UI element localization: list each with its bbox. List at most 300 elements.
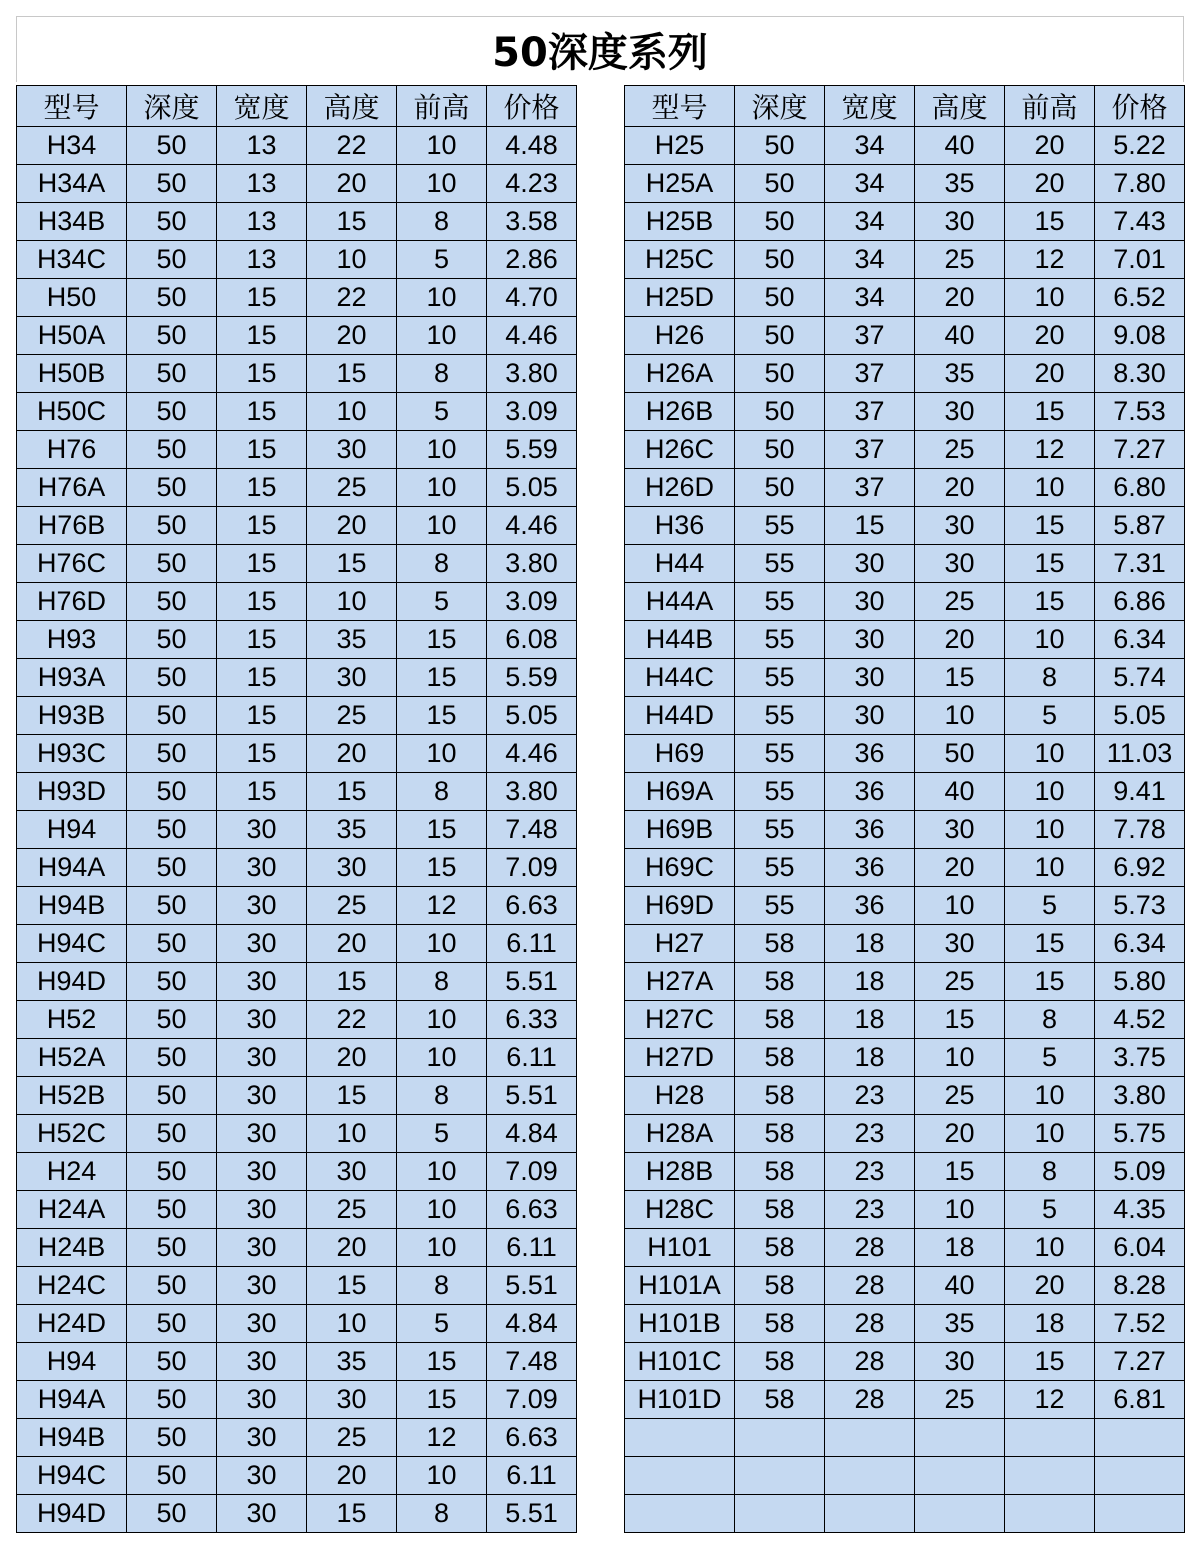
- table-row: [625, 127, 1185, 165]
- cell-front-height: 8: [397, 1077, 487, 1115]
- cell-height: 50: [915, 735, 1005, 773]
- cell-model: H76A: [17, 469, 127, 507]
- cell-price: 6.92: [1095, 849, 1185, 887]
- cell-model: H93B: [17, 697, 127, 735]
- cell-price: 11.03: [1095, 735, 1185, 773]
- cell-front-height: 15: [1005, 507, 1095, 545]
- cell-depth: 58: [735, 1039, 825, 1077]
- cell-height: 15: [307, 545, 397, 583]
- cell-model: H26: [625, 317, 735, 355]
- table-row: [625, 1039, 1185, 1077]
- cell-front-height: 5: [397, 1115, 487, 1153]
- cell-depth: 50: [127, 849, 217, 887]
- cell-front-height: 20: [1005, 127, 1095, 165]
- cell-price: 7.27: [1095, 431, 1185, 469]
- cell-depth: 55: [735, 811, 825, 849]
- cell-price: 6.86: [1095, 583, 1185, 621]
- cell-price: 5.59: [487, 431, 577, 469]
- cell-model: H25C: [625, 241, 735, 279]
- cell-height: 40: [915, 773, 1005, 811]
- cell-depth: 55: [735, 849, 825, 887]
- cell-model: H28: [625, 1077, 735, 1115]
- cell-depth: 55: [735, 621, 825, 659]
- cell-height: 30: [915, 925, 1005, 963]
- table-row: [17, 621, 577, 659]
- cell-model: H76: [17, 431, 127, 469]
- cell-height: 30: [307, 1381, 397, 1419]
- cell-depth: 50: [735, 317, 825, 355]
- cell-price: 5.05: [487, 697, 577, 735]
- cell-depth: 50: [127, 773, 217, 811]
- cell-price: 7.09: [487, 849, 577, 887]
- cell-height: 10: [307, 1115, 397, 1153]
- table-row: [17, 1229, 577, 1267]
- cell-model: H69D: [625, 887, 735, 925]
- table-row: [625, 317, 1185, 355]
- cell-height: 40: [915, 1267, 1005, 1305]
- cell-front-height: 20: [1005, 355, 1095, 393]
- cell-front-height: 12: [1005, 241, 1095, 279]
- cell-front-height: 5: [1005, 887, 1095, 925]
- table-row: [625, 1457, 1185, 1495]
- table-row: [17, 1419, 577, 1457]
- table-row: [625, 545, 1185, 583]
- cell-depth: 50: [127, 355, 217, 393]
- cell-front-height: 15: [397, 1381, 487, 1419]
- title-bar: [16, 16, 1184, 82]
- cell-height: 20: [915, 621, 1005, 659]
- cell-width: 15: [217, 583, 307, 621]
- cell-model: H76C: [17, 545, 127, 583]
- cell-height: 15: [307, 355, 397, 393]
- cell-model: H94C: [17, 1457, 127, 1495]
- cell-model: H27D: [625, 1039, 735, 1077]
- cell-width: 36: [825, 773, 915, 811]
- cell-width: 30: [217, 925, 307, 963]
- cell-depth: 50: [127, 1039, 217, 1077]
- cell-height: 30: [307, 1153, 397, 1191]
- cell-model: H24A: [17, 1191, 127, 1229]
- cell-price: 5.05: [487, 469, 577, 507]
- cell-width: [825, 1495, 915, 1533]
- cell-front-height: 20: [1005, 1267, 1095, 1305]
- cell-model: H50C: [17, 393, 127, 431]
- cell-width: 15: [217, 317, 307, 355]
- cell-width: 13: [217, 241, 307, 279]
- cell-height: 35: [307, 1343, 397, 1381]
- cell-price: 6.34: [1095, 621, 1185, 659]
- cell-width: 36: [825, 849, 915, 887]
- table-row: [625, 811, 1185, 849]
- cell-model: H94B: [17, 887, 127, 925]
- cell-depth: [735, 1495, 825, 1533]
- table-row: [17, 1267, 577, 1305]
- table-row: [17, 1343, 577, 1381]
- cell-height: 30: [915, 1343, 1005, 1381]
- cell-width: 28: [825, 1343, 915, 1381]
- cell-width: 15: [217, 355, 307, 393]
- table-row: [17, 1115, 577, 1153]
- cell-height: 18: [915, 1229, 1005, 1267]
- cell-depth: 55: [735, 583, 825, 621]
- cell-price: 9.41: [1095, 773, 1185, 811]
- cell-price: 7.78: [1095, 811, 1185, 849]
- cell-height: 35: [307, 621, 397, 659]
- table-row: [625, 583, 1185, 621]
- cell-height: 10: [915, 887, 1005, 925]
- cell-model: H50A: [17, 317, 127, 355]
- table-row: [625, 1001, 1185, 1039]
- cell-height: 25: [307, 469, 397, 507]
- cell-model: H93D: [17, 773, 127, 811]
- cell-front-height: 10: [397, 1229, 487, 1267]
- cell-depth: 50: [127, 811, 217, 849]
- cell-depth: 58: [735, 1267, 825, 1305]
- cell-width: 30: [217, 1001, 307, 1039]
- table-row: [625, 355, 1185, 393]
- cell-front-height: 15: [1005, 393, 1095, 431]
- cell-front-height: 8: [397, 1267, 487, 1305]
- cell-depth: 50: [127, 241, 217, 279]
- cell-price: 6.11: [487, 1229, 577, 1267]
- cell-price: 7.48: [487, 811, 577, 849]
- cell-price: 9.08: [1095, 317, 1185, 355]
- table-row: [625, 1381, 1185, 1419]
- cell-width: 34: [825, 241, 915, 279]
- cell-front-height: 15: [397, 621, 487, 659]
- cell-price: 8.30: [1095, 355, 1185, 393]
- cell-depth: 58: [735, 1229, 825, 1267]
- cell-width: 15: [217, 507, 307, 545]
- cell-price: 3.80: [487, 355, 577, 393]
- cell-height: 20: [915, 469, 1005, 507]
- cell-width: 37: [825, 469, 915, 507]
- cell-depth: 50: [127, 1115, 217, 1153]
- table-row: [625, 963, 1185, 1001]
- cell-depth: 50: [127, 1305, 217, 1343]
- cell-height: 15: [307, 1267, 397, 1305]
- cell-front-height: 5: [397, 393, 487, 431]
- cell-height: 20: [915, 849, 1005, 887]
- cell-model: H36: [625, 507, 735, 545]
- cell-height: 40: [915, 317, 1005, 355]
- cell-price: [1095, 1419, 1185, 1457]
- cell-depth: 50: [127, 1495, 217, 1533]
- table-row: [17, 1305, 577, 1343]
- cell-model: H52A: [17, 1039, 127, 1077]
- cell-price: 6.80: [1095, 469, 1185, 507]
- cell-model: [625, 1495, 735, 1533]
- cell-model: H101A: [625, 1267, 735, 1305]
- column-header-height: 高度: [307, 86, 397, 127]
- cell-width: 36: [825, 811, 915, 849]
- table-row: [17, 583, 577, 621]
- cell-height: 25: [307, 697, 397, 735]
- column-header-depth: 深度: [735, 86, 825, 127]
- cell-price: 6.08: [487, 621, 577, 659]
- cell-front-height: [1005, 1457, 1095, 1495]
- cell-width: 34: [825, 203, 915, 241]
- cell-width: [825, 1419, 915, 1457]
- cell-depth: 50: [127, 925, 217, 963]
- table-row: [625, 507, 1185, 545]
- table-row: [17, 1077, 577, 1115]
- cell-front-height: 10: [1005, 279, 1095, 317]
- cell-height: [915, 1457, 1005, 1495]
- table-row: [17, 127, 577, 165]
- cell-price: 5.75: [1095, 1115, 1185, 1153]
- table-row: [625, 1115, 1185, 1153]
- cell-front-height: 8: [397, 773, 487, 811]
- cell-height: 30: [915, 203, 1005, 241]
- cell-model: H76D: [17, 583, 127, 621]
- table-row: [625, 1419, 1185, 1457]
- cell-front-height: 10: [397, 1191, 487, 1229]
- table-row: [625, 1267, 1185, 1305]
- cell-width: 30: [217, 1305, 307, 1343]
- cell-price: 3.80: [487, 773, 577, 811]
- cell-price: [1095, 1457, 1185, 1495]
- cell-price: 7.09: [487, 1153, 577, 1191]
- cell-model: H93A: [17, 659, 127, 697]
- cell-depth: 50: [127, 1229, 217, 1267]
- cell-front-height: 10: [397, 431, 487, 469]
- cell-front-height: 10: [397, 735, 487, 773]
- cell-front-height: 8: [397, 355, 487, 393]
- cell-width: 13: [217, 203, 307, 241]
- table-row: [17, 925, 577, 963]
- table-row: [625, 203, 1185, 241]
- cell-price: 3.09: [487, 393, 577, 431]
- cell-price: 4.46: [487, 317, 577, 355]
- cell-price: 5.51: [487, 1077, 577, 1115]
- cell-height: 25: [307, 887, 397, 925]
- cell-height: 10: [307, 393, 397, 431]
- table-row: [17, 355, 577, 393]
- cell-price: 6.11: [487, 1457, 577, 1495]
- table-row: [625, 773, 1185, 811]
- cell-price: 7.31: [1095, 545, 1185, 583]
- cell-model: H69B: [625, 811, 735, 849]
- cell-depth: 50: [127, 545, 217, 583]
- cell-width: 18: [825, 925, 915, 963]
- cell-price: 5.87: [1095, 507, 1185, 545]
- cell-front-height: 15: [397, 1343, 487, 1381]
- cell-front-height: 12: [397, 887, 487, 925]
- cell-price: 8.28: [1095, 1267, 1185, 1305]
- cell-width: 23: [825, 1115, 915, 1153]
- cell-front-height: 5: [1005, 697, 1095, 735]
- cell-width: 18: [825, 963, 915, 1001]
- table-row: [17, 165, 577, 203]
- cell-model: H26B: [625, 393, 735, 431]
- cell-depth: 50: [735, 203, 825, 241]
- cell-height: 10: [307, 1305, 397, 1343]
- cell-height: 25: [307, 1191, 397, 1229]
- cell-front-height: 8: [1005, 1153, 1095, 1191]
- cell-model: H34: [17, 127, 127, 165]
- cell-depth: 50: [735, 165, 825, 203]
- cell-front-height: 12: [1005, 431, 1095, 469]
- cell-width: 37: [825, 317, 915, 355]
- cell-width: 15: [217, 393, 307, 431]
- cell-width: 30: [217, 1267, 307, 1305]
- cell-front-height: 5: [1005, 1039, 1095, 1077]
- cell-height: 30: [307, 849, 397, 887]
- cell-front-height: 10: [397, 507, 487, 545]
- cell-price: [1095, 1495, 1185, 1533]
- cell-front-height: 15: [397, 811, 487, 849]
- cell-front-height: 10: [1005, 621, 1095, 659]
- cell-front-height: 10: [1005, 773, 1095, 811]
- cell-height: 22: [307, 127, 397, 165]
- cell-model: H76B: [17, 507, 127, 545]
- column-header-model: 型号: [625, 86, 735, 127]
- cell-price: 2.86: [487, 241, 577, 279]
- table-row: [625, 925, 1185, 963]
- table-row: [17, 241, 577, 279]
- cell-front-height: 20: [1005, 317, 1095, 355]
- cell-depth: 50: [127, 659, 217, 697]
- cell-depth: 50: [127, 203, 217, 241]
- cell-width: 30: [217, 1153, 307, 1191]
- cell-price: 6.11: [487, 925, 577, 963]
- cell-depth: 50: [735, 431, 825, 469]
- cell-front-height: 15: [1005, 925, 1095, 963]
- cell-model: H94C: [17, 925, 127, 963]
- cell-model: H101D: [625, 1381, 735, 1419]
- cell-depth: 50: [127, 963, 217, 1001]
- cell-front-height: 15: [1005, 1343, 1095, 1381]
- cell-width: 18: [825, 1001, 915, 1039]
- cell-depth: 50: [127, 507, 217, 545]
- cell-price: 6.52: [1095, 279, 1185, 317]
- cell-depth: 58: [735, 925, 825, 963]
- cell-width: 28: [825, 1229, 915, 1267]
- cell-front-height: 10: [397, 1001, 487, 1039]
- cell-height: 22: [307, 1001, 397, 1039]
- table-row: [17, 811, 577, 849]
- cell-front-height: 10: [397, 127, 487, 165]
- cell-price: 6.63: [487, 1191, 577, 1229]
- cell-price: 7.80: [1095, 165, 1185, 203]
- table-row: [17, 279, 577, 317]
- cell-front-height: 10: [397, 165, 487, 203]
- cell-depth: 50: [127, 279, 217, 317]
- table-row: [17, 1381, 577, 1419]
- cell-depth: [735, 1419, 825, 1457]
- cell-width: 15: [217, 545, 307, 583]
- cell-height: 10: [915, 1191, 1005, 1229]
- column-header-width: 宽度: [825, 86, 915, 127]
- cell-front-height: 10: [397, 469, 487, 507]
- cell-model: H27: [625, 925, 735, 963]
- table-row: [17, 1191, 577, 1229]
- cell-front-height: 15: [1005, 203, 1095, 241]
- cell-price: 6.33: [487, 1001, 577, 1039]
- cell-height: 10: [915, 1039, 1005, 1077]
- cell-model: H94A: [17, 1381, 127, 1419]
- cell-width: 37: [825, 355, 915, 393]
- cell-depth: 58: [735, 1115, 825, 1153]
- cell-model: [625, 1457, 735, 1495]
- cell-height: 10: [915, 697, 1005, 735]
- cell-front-height: [1005, 1495, 1095, 1533]
- cell-price: 6.81: [1095, 1381, 1185, 1419]
- cell-front-height: 10: [397, 279, 487, 317]
- cell-width: 28: [825, 1305, 915, 1343]
- table-row: [625, 887, 1185, 925]
- table-row: [625, 241, 1185, 279]
- cell-front-height: 10: [1005, 469, 1095, 507]
- cell-model: H50: [17, 279, 127, 317]
- table-row: [17, 735, 577, 773]
- cell-depth: 50: [127, 583, 217, 621]
- cell-width: 23: [825, 1153, 915, 1191]
- cell-front-height: 5: [397, 1305, 487, 1343]
- table-row: [625, 1153, 1185, 1191]
- cell-front-height: 10: [397, 1153, 487, 1191]
- cell-model: H101: [625, 1229, 735, 1267]
- table-row: [625, 393, 1185, 431]
- cell-front-height: 10: [397, 1039, 487, 1077]
- cell-model: H44: [625, 545, 735, 583]
- cell-model: H94B: [17, 1419, 127, 1457]
- cell-front-height: 8: [397, 1495, 487, 1533]
- cell-model: H52C: [17, 1115, 127, 1153]
- cell-price: 7.48: [487, 1343, 577, 1381]
- cell-price: 6.04: [1095, 1229, 1185, 1267]
- cell-width: 28: [825, 1381, 915, 1419]
- table-row: [625, 165, 1185, 203]
- column-header-front-height: 前高: [1005, 86, 1095, 127]
- cell-price: 5.05: [1095, 697, 1185, 735]
- cell-width: 23: [825, 1191, 915, 1229]
- cell-height: 25: [915, 963, 1005, 1001]
- table-row: [625, 1077, 1185, 1115]
- cell-height: 20: [307, 317, 397, 355]
- cell-depth: 50: [127, 317, 217, 355]
- cell-price: 5.51: [487, 1267, 577, 1305]
- cell-width: [825, 1457, 915, 1495]
- cell-model: H94: [17, 811, 127, 849]
- cell-height: [915, 1495, 1005, 1533]
- cell-depth: 50: [127, 621, 217, 659]
- cell-model: H94: [17, 1343, 127, 1381]
- cell-front-height: 8: [397, 203, 487, 241]
- cell-front-height: 10: [1005, 1077, 1095, 1115]
- cell-model: H93C: [17, 735, 127, 773]
- cell-price: 4.84: [487, 1115, 577, 1153]
- table-row: [625, 1191, 1185, 1229]
- cell-height: 20: [915, 1115, 1005, 1153]
- table-header-row: [17, 86, 577, 127]
- cell-model: H25D: [625, 279, 735, 317]
- cell-price: 3.80: [1095, 1077, 1185, 1115]
- cell-depth: 50: [127, 165, 217, 203]
- cell-width: 34: [825, 165, 915, 203]
- cell-front-height: 10: [1005, 811, 1095, 849]
- cell-model: H25: [625, 127, 735, 165]
- cell-price: 5.22: [1095, 127, 1185, 165]
- table-header-row: [625, 86, 1185, 127]
- table-row: [17, 1457, 577, 1495]
- table-row: [17, 697, 577, 735]
- cell-price: 4.84: [487, 1305, 577, 1343]
- table-row: [17, 431, 577, 469]
- cell-price: 4.46: [487, 735, 577, 773]
- cell-price: 7.53: [1095, 393, 1185, 431]
